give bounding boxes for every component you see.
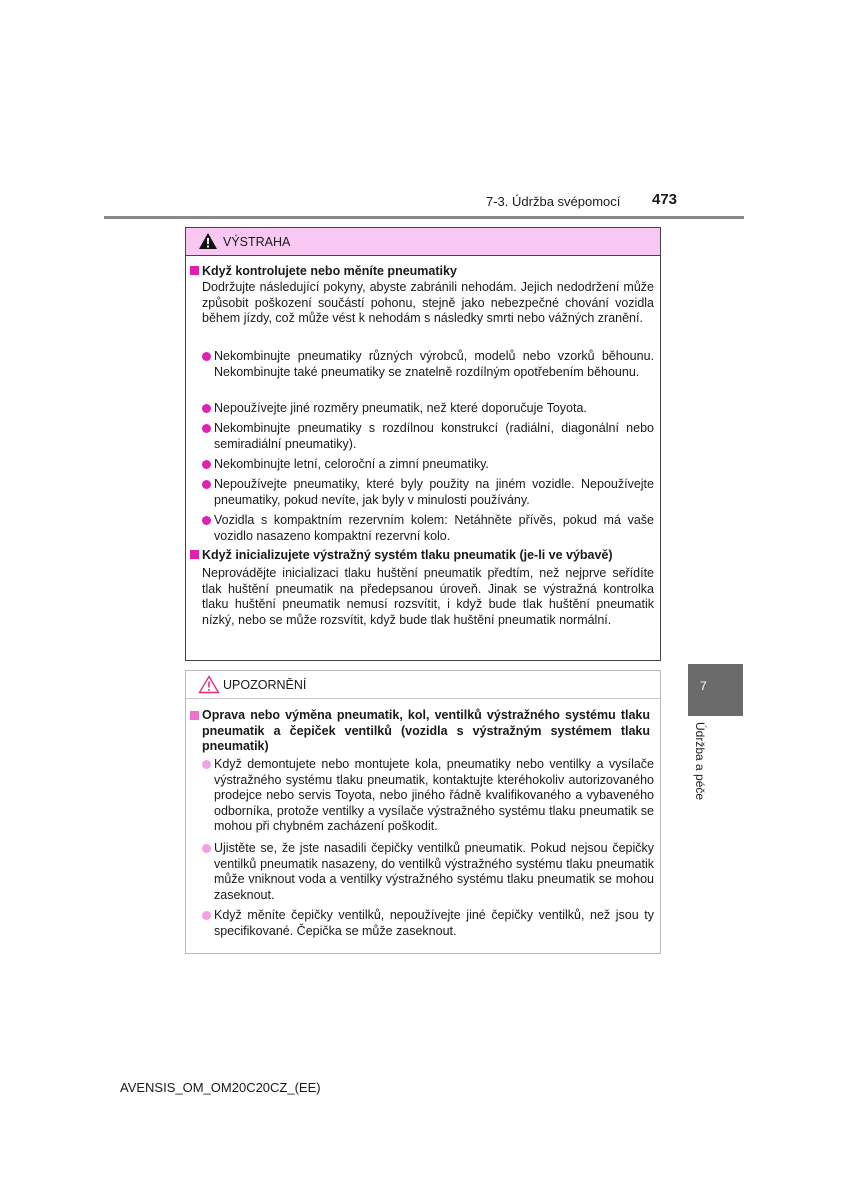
- list-item: Nekombinujte pneumatiky s rozdílnou konstrukcí (radiální, diagonální nebo semiradiální pneumatiky).: [202, 421, 654, 452]
- warning-intro-tpms: Neprovádějte inicializaci tlaku huštění pneumatik předtím, než nejprve seřídíte tlak huštění pneumatik na předepsanou úroveň. Jinak se výstražná kontrolka tlaku huštění pneumatik nemusí rozsvítit, i když bude tlak huštění pneumatik nízký, nebo se může rozsvítit, když bude tlak huštění pneumatik normální.: [202, 566, 654, 627]
- section-title: 7-3. Údržba svépomocí: [486, 194, 621, 209]
- warning-triangle-icon: [198, 232, 218, 250]
- chapter-number: 7: [700, 679, 707, 693]
- list-item: Vozidla s kompaktním rezervním kolem: Netáhněte přívěs, pokud má vaše vozidlo nasazeno kompaktní rezervní kolo.: [202, 513, 654, 544]
- caution-title: UPOZORNĚNÍ: [223, 678, 307, 692]
- warning-header: [186, 228, 660, 256]
- list-item: Když demontujete nebo montujete kola, pneumatiky nebo ventilky a vysílače výstražného systému tlaku pneumatik, kontaktujte kteréhokoliv autorizovaného prodejce nebo servis Toyota, nebo jiného řádně kvalifikovaného a vybaveného odborníka, protože ventilky a vysílače výstražného systému tlaku pneumatik se mohou při chybném zacházení poškodit.: [202, 757, 654, 835]
- bullet-dot-icon: [202, 424, 211, 433]
- chapter-tab: [688, 664, 743, 716]
- bullet-dot-icon: [202, 460, 211, 469]
- caution-triangle-icon: [198, 675, 220, 694]
- bullet-dot-icon: [202, 480, 211, 489]
- bullet-dot-icon: [202, 844, 211, 853]
- list-item: Nepoužívejte pneumatiky, které byly použity na jiném vozidle. Nepoužívejte pneumatiky, pokud nevíte, jak byly v minulosti používány.: [202, 477, 654, 508]
- square-bullet-icon: [190, 711, 199, 720]
- bullet-dot-icon: [202, 404, 211, 413]
- list-item: Ujistěte se, že jste nasadili čepičky ventilků pneumatik. Pokud nejsou čepičky ventilků pneumatik nasazeny, do ventilků výstražného systému tlaku pneumatik může vniknout voda a ventilky výstražného systému tlaku pneumatik se mohou zaseknout.: [202, 841, 654, 903]
- caution-heading: Oprava nebo výměna pneumatik, kol, ventilků výstražného systému tlaku pneumatik a čepiček ventilků (vozidla s výstražným systémem tlaku pneumatik): [190, 708, 650, 755]
- bullet-dot-icon: [202, 911, 211, 920]
- warning-heading-tires: Když kontrolujete nebo měníte pneumatiky: [190, 264, 650, 280]
- bullet-dot-icon: [202, 516, 211, 525]
- list-item: Když měníte čepičky ventilků, nepoužívejte jiné čepičky ventilků, než jsou ty specifikované. Čepička se může zaseknout.: [202, 908, 654, 939]
- chapter-label: Údržba a péče: [693, 722, 707, 801]
- caution-header: [186, 671, 660, 699]
- bullet-dot-icon: [202, 352, 211, 361]
- warning-title: VÝSTRAHA: [223, 235, 291, 249]
- bullet-dot-icon: [202, 760, 211, 769]
- list-item: Nepoužívejte jiné rozměry pneumatik, než které doporučuje Toyota.: [202, 401, 654, 417]
- warning-heading-tpms: Když inicializujete výstražný systém tlaku pneumatik (je-li ve výbavě): [190, 548, 650, 564]
- square-bullet-icon: [190, 550, 199, 559]
- caution-box: [185, 670, 661, 954]
- list-item: Nekombinujte letní, celoroční a zimní pneumatiky.: [202, 457, 654, 473]
- page-number: 473: [652, 191, 678, 208]
- document-code: AVENSIS_OM_OM20C20CZ_(EE): [120, 1080, 321, 1095]
- list-item: Nekombinujte pneumatiky různých výrobců, modelů nebo vzorků běhounu. Nekombinujte také pneumatiky se znatelně rozdílným opotřebením běhounu.: [202, 349, 654, 380]
- square-bullet-icon: [190, 266, 199, 275]
- warning-box: [185, 227, 661, 661]
- warning-intro-tires: Dodržujte následující pokyny, abyste zabránili nehodám. Jejich nedodržení může způsobit poškození součástí pohonu, stejně jako nebezpečné chování vozidla během jízdy, což může vést k nehodám s následky smrti nebo vážných zranění.: [202, 280, 654, 325]
- header-rule: [104, 216, 744, 219]
